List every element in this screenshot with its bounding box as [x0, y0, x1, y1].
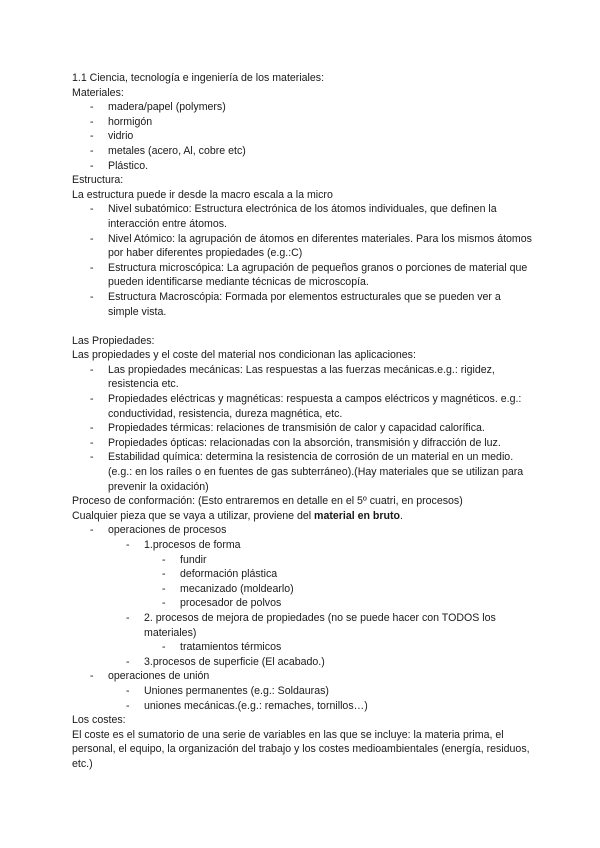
list-item: - procesador de polvos: [162, 597, 282, 610]
dash-bullet: -: [126, 539, 130, 551]
list-item: - metales (acero, Al, cobre etc): [90, 144, 246, 157]
list-item: - Las propiedades mecánicas: Las respuestas a las fuerzas mecánicas.e.g.: rigidez, resistencia etc.: [90, 363, 495, 391]
bold-term: material en bruto: [314, 509, 400, 522]
propiedades-label: Las Propiedades:: [72, 334, 155, 347]
list-item: - tratamientos térmicos: [162, 641, 282, 654]
dash-bullet: -: [126, 699, 130, 712]
list-item: - Estructura Macroscópia: Formada por elementos estructurales que se pueden ver a simple vista.: [90, 290, 501, 318]
dash-bullet: -: [90, 261, 94, 274]
list-item: - Estabilidad química: determina la resistencia de corrosión de un material en un medio. (e.g.: en los raíles o en fuentes de gas subterráneo).(Hay materiales que se utilizan para prevenir la oxidación): [90, 451, 524, 493]
dash-bullet: -: [90, 290, 94, 303]
list-item: - vidrio: [90, 130, 134, 143]
list-item: - operaciones de unión: [90, 670, 210, 683]
list-item: - operaciones de procesos: [90, 524, 227, 537]
propiedades-list: [72, 363, 532, 494]
section-heading: 1.1 Ciencia, tecnología e ingeniería de los materiales:: [72, 72, 325, 84]
propiedades-intro: Las propiedades y el coste del material nos condicionan las aplicaciones:: [72, 349, 416, 362]
dash-bullet: -: [126, 684, 130, 697]
costes-text: El coste es el sumatorio de una serie de variables en las que se incluye: la materia prima, el personal, el equipo, la organización del trabajo y los costes medioambientales (energía, residuos, etc.): [72, 728, 530, 770]
list-item: - Nivel Atómico: la agrupación de átomos en diferentes materiales. Para los mismos átomos por haber diferentes propiedades (e.g.:C): [90, 232, 532, 260]
dash-bullet: -: [90, 130, 94, 143]
dash-bullet: -: [162, 553, 166, 566]
dash-bullet: -: [90, 203, 94, 216]
conformacion-line: Proceso de conformación: (Esto entraremos en detalle en el 5º cuatri, en procesos): [72, 495, 463, 508]
list-item: - uniones mecánicas.(e.g.: remaches, tornillos…): [126, 699, 368, 712]
list-item: - mecanizado (moldearlo): [162, 582, 294, 595]
operaciones-list: [72, 523, 532, 713]
list-item: - madera/papel (polymers): [90, 101, 226, 114]
list-item: - 2. procesos de mejora de propiedades (no se puede hacer con TODOS los materiales): [126, 611, 496, 639]
list-item: - Nivel subatómico: Estructura electrónica de los átomos individuales, que definen la interacción entre átomos.: [90, 203, 497, 230]
dash-bullet: -: [90, 101, 94, 114]
dash-bullet: -: [90, 115, 94, 128]
pieza-line: Cualquier pieza que se vaya a utilizar, proviene del material en bruto.: [72, 509, 403, 522]
blank-line: [72, 319, 532, 334]
dash-bullet: -: [162, 641, 166, 654]
dash-bullet: -: [162, 568, 166, 581]
dash-bullet: -: [90, 524, 94, 537]
dash-bullet: -: [90, 393, 94, 406]
list-item: - Uniones permanentes (e.g.: Soldauras): [126, 684, 329, 697]
dash-bullet: -: [90, 422, 94, 435]
costes-label: Los costes:: [72, 714, 126, 727]
dash-bullet: -: [126, 655, 130, 668]
list-item: - 1.procesos de forma: [126, 539, 241, 551]
materiales-label: Materiales:: [72, 86, 124, 99]
estructura-label: Estructura:: [72, 174, 124, 187]
dash-bullet: -: [162, 582, 166, 595]
list-item: - hormigón: [90, 115, 153, 128]
dash-bullet: -: [90, 232, 94, 245]
list-item: - Plástico.: [90, 159, 149, 172]
dash-bullet: -: [90, 436, 94, 449]
list-item: - Propiedades térmicas: relaciones de transmisión de calor y capacidad calorífica.: [90, 422, 485, 435]
dash-bullet: -: [90, 144, 94, 157]
dash-bullet: -: [162, 597, 166, 610]
dash-bullet: -: [90, 670, 94, 683]
estructura-intro: La estructura puede ir desde la macro escala a la micro: [72, 188, 333, 201]
dash-bullet: -: [90, 451, 94, 464]
materiales-list: [72, 100, 532, 173]
list-item: - 3.procesos de superficie (El acabado.): [126, 655, 325, 668]
list-item: - deformación plástica: [162, 568, 278, 581]
estructura-list: [72, 202, 532, 319]
list-item: - Estructura microscópica: La agrupación de pequeños granos o porciones de material que pueden identificarse mediante técnicas de microscopía.: [90, 261, 528, 289]
list-item: - fundir: [162, 553, 207, 566]
list-item: - Propiedades eléctricas y magnéticas: respuesta a campos eléctricos y magnéticos. e.g.: conductividad, resistencia, dureza magnética, etc.: [90, 393, 522, 420]
list-item: - Propiedades ópticas: relacionadas con la absorción, transmisión y difracción de luz.: [90, 436, 501, 449]
dash-bullet: -: [90, 363, 94, 376]
document-page: [72, 71, 532, 772]
dash-bullet: -: [90, 159, 94, 172]
dash-bullet: -: [126, 611, 130, 624]
